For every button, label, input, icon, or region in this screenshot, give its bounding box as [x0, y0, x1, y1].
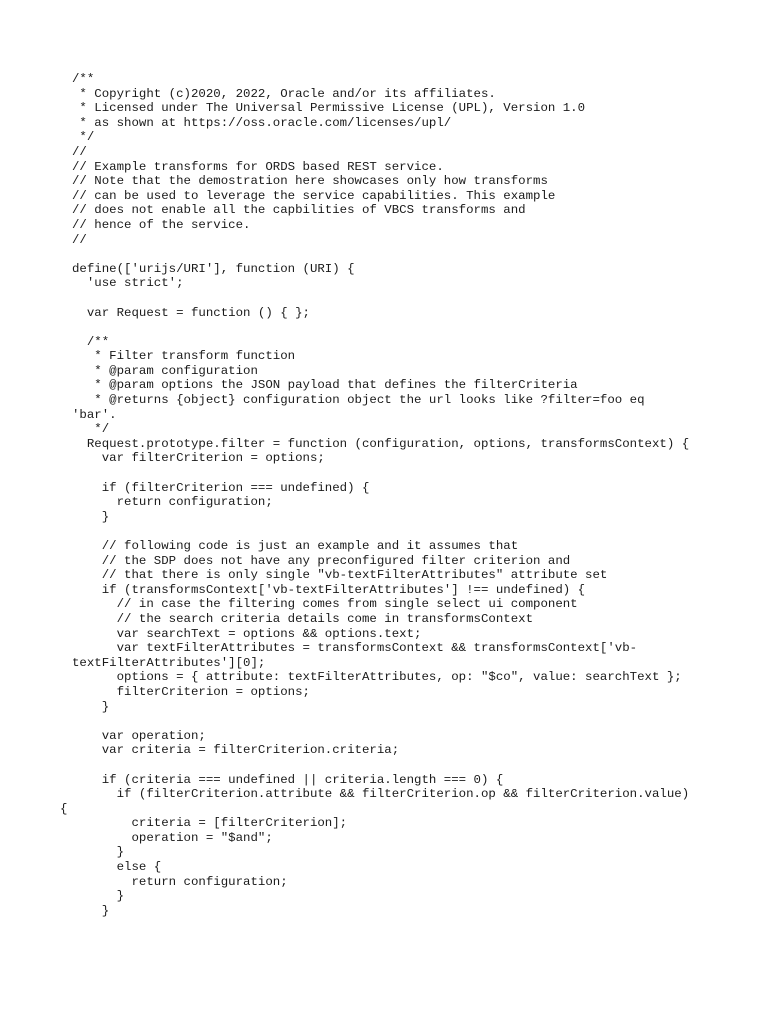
code-line: // Note that the demostration here showcases only how transforms	[72, 174, 548, 189]
code-line: if (filterCriterion === undefined) {	[72, 480, 370, 495]
code-line: */	[72, 422, 110, 437]
code-line: if (transformsContext['vb-textFilterAttributes'] !== undefined) {	[72, 582, 586, 597]
code-line: textFilterAttributes'][0];	[72, 655, 266, 670]
code-line: * @returns {object} configuration object the url looks like ?filter=foo eq	[72, 393, 645, 408]
code-line: options = { attribute: textFilterAttributes, op: "$co", value: searchText };	[72, 670, 682, 685]
code-line: // the search criteria details come in transformsContext	[72, 611, 534, 626]
code-line: // Example transforms for ORDS based REST service.	[72, 159, 444, 174]
code-line: 'use strict';	[72, 276, 184, 291]
code-line: // in case the filtering comes from single select ui component	[72, 597, 578, 612]
code-line	[72, 524, 732, 539]
code-line: }	[72, 889, 125, 904]
code-line: define(['urijs/URI'], function (URI) {	[72, 261, 355, 276]
code-line: filterCriterion = options;	[72, 684, 310, 699]
code-line: // hence of the service.	[72, 217, 251, 232]
code-line	[72, 466, 732, 481]
code-line: // that there is only single "vb-textFilterAttributes" attribute set	[72, 568, 608, 583]
code-line	[72, 247, 732, 262]
code-line: 'bar'.	[72, 407, 117, 422]
code-line: else {	[72, 860, 162, 875]
code-line: if (filterCriterion.attribute && filterCriterion.op && filterCriterion.value)	[72, 787, 690, 802]
code-line: }	[72, 699, 110, 714]
code-line: return configuration;	[72, 874, 288, 889]
code-line: * @param configuration	[72, 363, 258, 378]
code-line	[72, 320, 732, 335]
code-line: if (criteria === undefined || criteria.length === 0) {	[72, 772, 504, 787]
code-line: var searchText = options && options.text;	[72, 626, 422, 641]
code-line	[72, 291, 732, 306]
code-line: var textFilterAttributes = transformsContext && transformsContext['vb-	[72, 641, 638, 656]
code-line: return configuration;	[72, 495, 273, 510]
code-line: var Request = function () { };	[72, 305, 310, 320]
code-line: }	[72, 509, 110, 524]
code-line: * Copyright (c)2020, 2022, Oracle and/or its affiliates.	[72, 86, 496, 101]
code-line: var operation;	[72, 728, 206, 743]
code-line: {	[60, 801, 68, 816]
code-line: // can be used to leverage the service capabilities. This example	[72, 188, 556, 203]
code-line: Request.prototype.filter = function (configuration, options, transformsContext) {	[72, 436, 690, 451]
code-line: criteria = [filterCriterion];	[72, 816, 348, 831]
code-line: var filterCriterion = options;	[72, 451, 325, 466]
code-line: // following code is just an example and it assumes that	[72, 539, 519, 553]
code-line	[72, 714, 732, 729]
code-line: */	[72, 130, 95, 145]
code-line: //	[72, 144, 87, 159]
code-line	[72, 758, 732, 773]
code-line: * Filter transform function	[72, 349, 296, 364]
code-line: /**	[72, 72, 95, 86]
code-line: }	[72, 903, 110, 918]
code-line: * Licensed under The Universal Permissive License (UPL), Version 1.0	[72, 101, 586, 116]
code-line: // does not enable all the capbilities of VBCS transforms and	[72, 203, 526, 218]
code-line: }	[72, 845, 125, 860]
code-line: * @param options the JSON payload that defines the filterCriteria	[72, 378, 578, 393]
code-line: //	[72, 232, 87, 247]
code-line: /**	[72, 334, 110, 349]
code-line: operation = "$and";	[72, 830, 273, 845]
code-line: // the SDP does not have any preconfigured filter criterion and	[72, 553, 571, 568]
code-line: var criteria = filterCriterion.criteria;	[72, 743, 400, 758]
code-listing	[60, 72, 732, 918]
code-line: * as shown at https://oss.oracle.com/licenses/upl/	[72, 115, 452, 130]
